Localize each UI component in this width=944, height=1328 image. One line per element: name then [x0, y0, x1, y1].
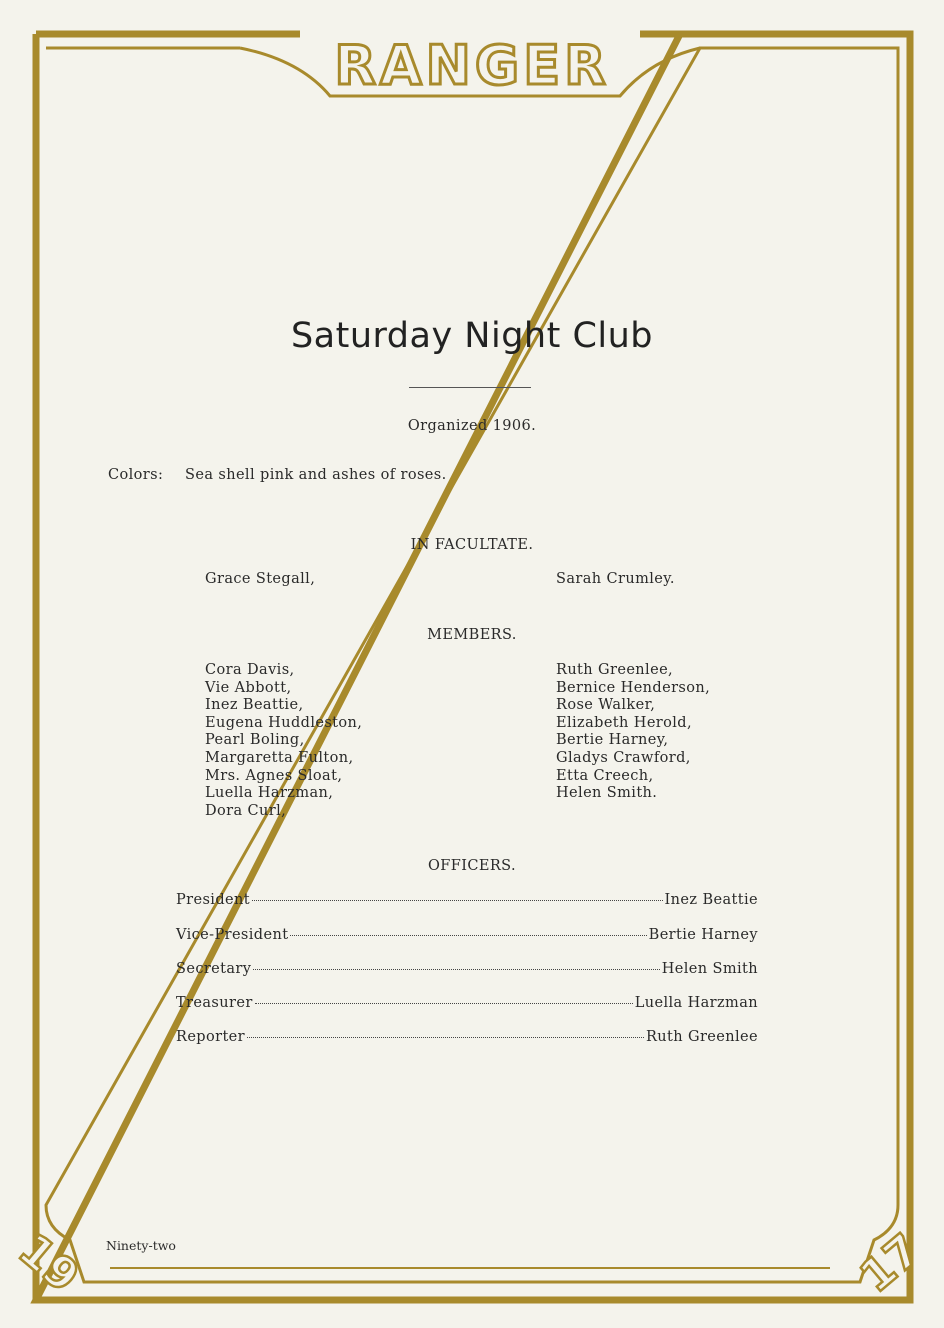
officer-name: Luella Harzman: [634, 995, 758, 1011]
members-heading: MEMBERS.: [427, 627, 517, 643]
officer-name: Helen Smith: [661, 961, 758, 977]
officer-role: Reporter: [176, 1029, 245, 1045]
officer-name: Bertie Harney: [648, 927, 758, 943]
dot-leader: [247, 1037, 644, 1038]
list-item: Bernice Henderson,: [556, 679, 711, 696]
list-item: Inez Beattie,: [205, 697, 304, 714]
facultate-heading: IN FACULTATE.: [410, 537, 534, 553]
list-item: Mrs. Agnes Sloat,: [205, 767, 343, 784]
list-item: Ruth Greenlee,: [556, 662, 674, 678]
list-item: Eugena Huddleston,: [205, 714, 363, 731]
list-item: Gladys Crawford,: [556, 749, 691, 766]
colors-label: Colors:: [108, 467, 164, 483]
title-divider: [409, 387, 531, 388]
dot-leader: [255, 1003, 633, 1004]
officer-name: Ruth Greenlee: [645, 1029, 758, 1045]
members-left-list: [205, 662, 362, 820]
list-item: Vie Abbott,: [205, 679, 292, 696]
list-item: Luella Harzman,: [205, 785, 334, 802]
list-item: Elizabeth Herold,: [556, 714, 692, 731]
list-item: Margaretta Fulton,: [205, 749, 354, 766]
colors-value: Sea shell pink and ashes of roses.: [185, 467, 447, 483]
officer-row: [176, 995, 758, 1015]
list-item: Dora Curl,: [205, 802, 287, 819]
officers-heading: OFFICERS.: [428, 858, 516, 874]
officer-role: Vice-President: [176, 927, 289, 943]
members-right-list: [556, 662, 710, 803]
officer-row: [176, 1029, 758, 1049]
dot-leader: [253, 969, 659, 970]
masthead-title: RANGER: [334, 34, 610, 97]
dot-leader: [252, 900, 663, 901]
officer-role: Secretary: [176, 961, 252, 977]
officer-role: President: [176, 892, 250, 908]
year-left: 19: [8, 1224, 89, 1303]
facultate-left: Grace Stegall,: [205, 571, 316, 587]
facultate-right: Sarah Crumley.: [556, 571, 675, 587]
officer-role: Treasurer: [176, 995, 253, 1011]
list-item: Helen Smith.: [556, 785, 658, 802]
list-item: Rose Walker,: [556, 697, 656, 714]
list-item: Bertie Harney,: [556, 732, 669, 749]
list-item: Etta Creech,: [556, 767, 654, 784]
organized-line: Organized 1906.: [407, 418, 537, 434]
officer-row: [176, 892, 758, 912]
list-item: Pearl Boling,: [205, 732, 305, 749]
officer-row: [176, 927, 758, 947]
dot-leader: [290, 935, 646, 936]
officer-name: Inez Beattie: [664, 892, 758, 908]
page-number: Ninety-two: [106, 1238, 176, 1253]
year-right: 17: [850, 1224, 931, 1303]
officer-row: [176, 961, 758, 981]
page-title: Saturday Night Club: [290, 316, 654, 356]
list-item: Cora Davis,: [205, 662, 295, 678]
